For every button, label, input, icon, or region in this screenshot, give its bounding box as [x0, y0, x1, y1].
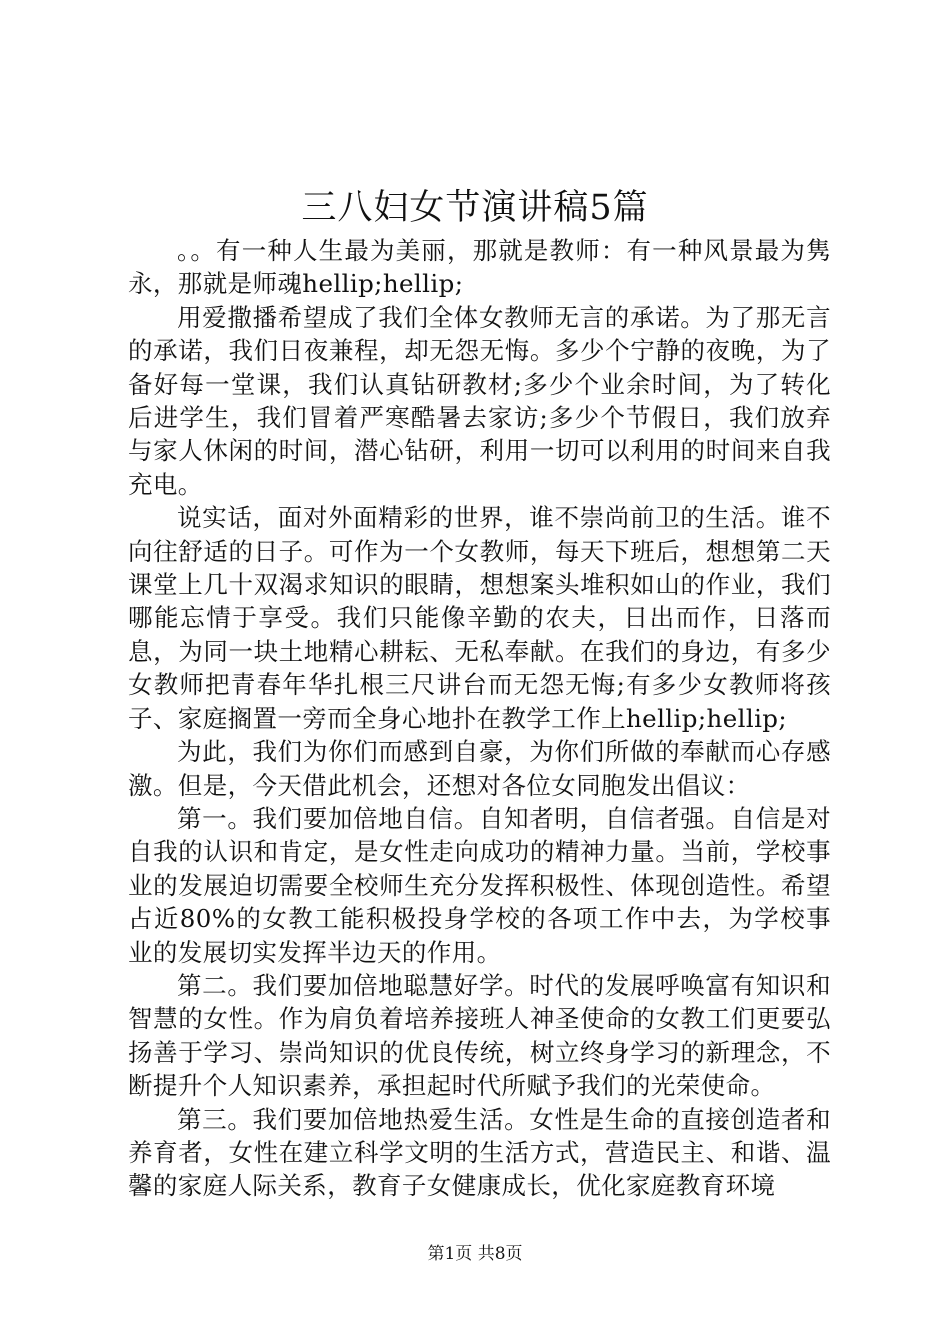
paragraph: 第三。我们要加倍地热爱生活。女性是生命的直接创造者和养育者，女性在建立科学文明的生活方式，营造民主、和谐、温馨的家庭人际关系，教育子女健康成长，优化家庭教育环境: [128, 1104, 831, 1201]
paragraph: 为此，我们为你们而感到自豪，为你们所做的奉献而心存感激。但是，今天借此机会，还想对各位女同胞发出倡议：: [128, 737, 831, 800]
page-number-footer: 第1页 共8页: [427, 1244, 523, 1264]
paragraph: 。。有一种人生最为美丽，那就是教师：有一种风景最为隽永，那就是师魂hellip;hellip;: [128, 236, 831, 299]
paragraph: 用爱撒播希望成了我们全体女教师无言的承诺。为了那无言的承诺，我们日夜兼程，却无怨无悔。多少个宁静的夜晚，为了备好每一堂课，我们认真钻研教材;多少个业余时间，为了转化后进学生，我们冒着严寒酷暑去家访;多少个节假日，我们放弃与家人休闲的时间，潜心钻研，利用一切可以利用的时间来自我充电。: [128, 302, 831, 499]
paragraph: 第二。我们要加倍地聪慧好学。时代的发展呼唤富有知识和智慧的女性。作为肩负着培养接班人神圣使命的女教工们更要弘扬善于学习、崇尚知识的优良传统，树立终身学习的新理念，不断提升个人知识素养，承担起时代所赋予我们的光荣使命。: [128, 970, 831, 1101]
paragraph: 说实话，面对外面精彩的世界，谁不崇尚前卫的生活。谁不向往舒适的日子。可作为一个女教师，每天下班后，想想第二天课堂上几十双渴求知识的眼睛，想想案头堆积如山的作业，我们哪能忘情于享受。我们只能像辛勤的农夫，日出而作，日落而息，为同一块土地精心耕耘、无私奉献。在我们的身边，有多少女教师把青春年华扎根三尺讲台而无怨无悔;有多少女教师将孩子、家庭搁置一旁而全身心地扑在教学工作上hellip;hellip;: [128, 503, 831, 733]
document-body: [128, 234, 831, 1203]
document-title: 三八妇女节演讲稿5篇: [301, 188, 649, 228]
paragraph: 第一。我们要加倍地自信。自知者明，自信者强。自信是对自我的认识和肯定，是女性走向成功的精神力量。当前，学校事业的发展迫切需要全校师生充分发挥积极性、体现创造性。希望占近80%的女教工能积极投身学校的各项工作中去，为学校事业的发展切实发挥半边天的作用。: [128, 803, 831, 967]
